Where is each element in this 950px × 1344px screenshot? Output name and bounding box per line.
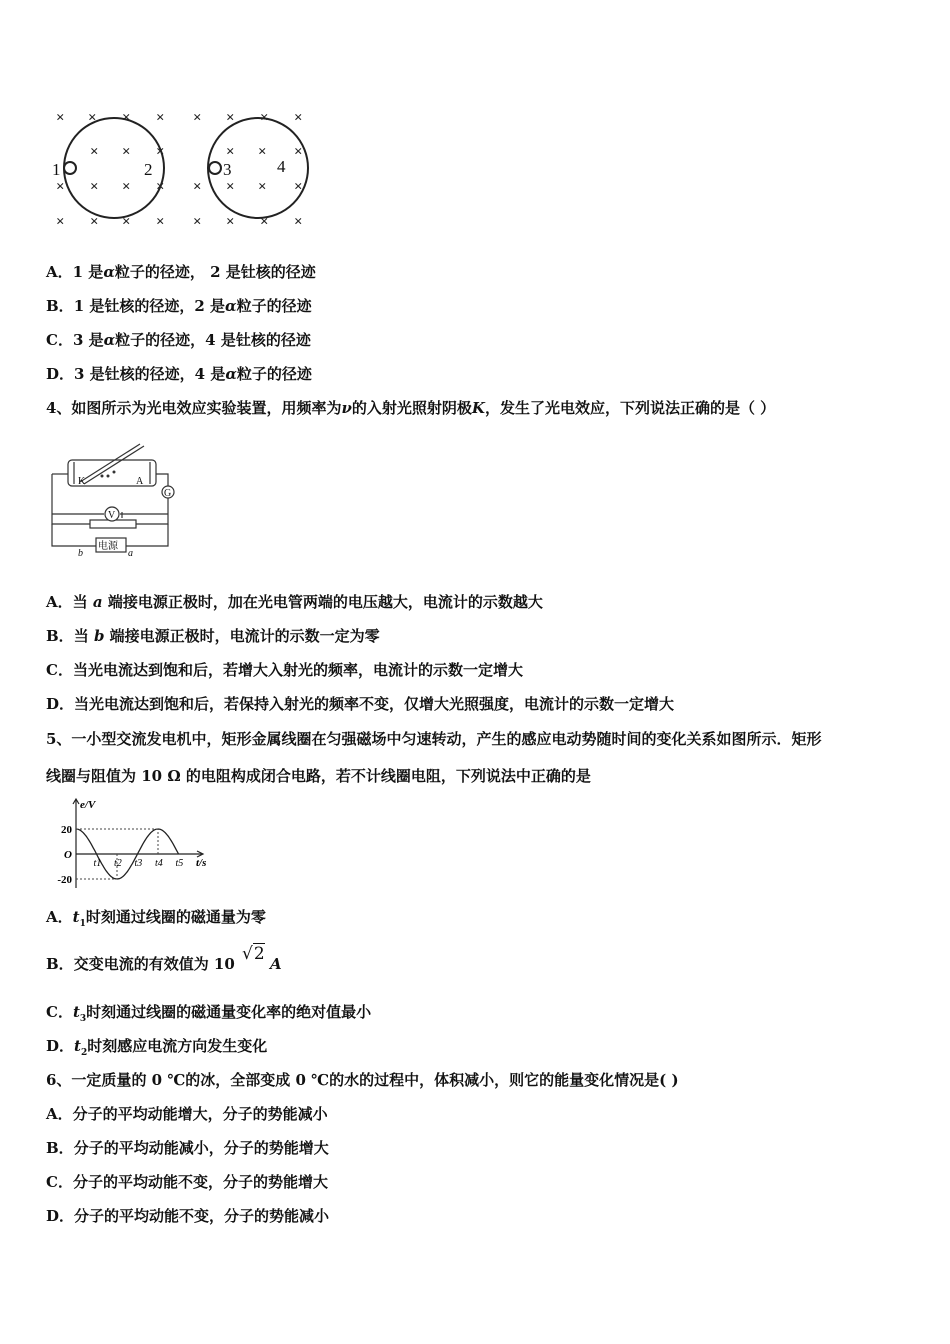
field-mark: × bbox=[88, 110, 97, 126]
field-mark: × bbox=[294, 214, 303, 230]
field-mark: × bbox=[260, 214, 269, 230]
x-tick-label: t4 bbox=[155, 858, 163, 869]
power-source-label: 电源 bbox=[98, 541, 118, 552]
track-label-3: 3 bbox=[223, 160, 232, 179]
field-mark: × bbox=[156, 144, 165, 160]
q5-option-b: B．交变电流的有效值为 10 √2 A bbox=[46, 944, 282, 973]
track-label-4: 4 bbox=[277, 157, 286, 176]
galvanometer-label: G bbox=[164, 488, 172, 499]
q6-stem: 6、一定质量的 0 ℃的冰，全部变成 0 ℃的水的过程中，体积减小，则它的能量变化情况是( ) bbox=[46, 1071, 679, 1089]
field-mark: × bbox=[90, 144, 99, 160]
field-mark: × bbox=[122, 179, 131, 195]
track-label-2: 2 bbox=[144, 160, 153, 179]
track-diagram bbox=[48, 100, 318, 235]
q3-option-c: C．3 是α粒子的径迹，4 是钍核的径迹 bbox=[46, 331, 311, 349]
q4-option-c: C．当光电流达到饱和后，若增大入射光的频率，电流计的示数一定增大 bbox=[46, 661, 523, 679]
q6-option-d: D．分子的平均动能不变，分子的势能减小 bbox=[46, 1207, 330, 1225]
field-mark: × bbox=[122, 110, 131, 126]
q4-option-d: D．当光电流达到饱和后，若保持入射光的频率不变，仅增大光照强度，电流计的示数一定增大 bbox=[46, 695, 675, 713]
q5-stem-line2: 线圈与阻值为 10 Ω 的电阻构成闭合电路，若不计线圈电阻，下列说法中正确的是 bbox=[46, 767, 591, 785]
field-mark: × bbox=[258, 179, 267, 195]
anode-label: A bbox=[136, 476, 144, 487]
field-mark: × bbox=[90, 179, 99, 195]
q6-option-a: A．分子的平均动能增大，分子的势能减小 bbox=[46, 1105, 328, 1123]
x-tick-label: t1 bbox=[93, 858, 102, 869]
x-tick-label: t3 bbox=[134, 858, 143, 869]
q6-option-c: C．分子的平均动能不变，分子的势能增大 bbox=[46, 1173, 328, 1191]
q6-option-b: B．分子的平均动能减小，分子的势能增大 bbox=[46, 1139, 329, 1157]
track-circle-3 bbox=[209, 162, 221, 174]
field-mark: × bbox=[90, 214, 99, 230]
terminal-b-label: b bbox=[78, 548, 83, 558]
field-mark: × bbox=[193, 179, 202, 195]
x-tick-label: t2 bbox=[114, 858, 122, 869]
radicand: 2 bbox=[253, 944, 265, 964]
field-mark: × bbox=[258, 144, 267, 160]
y-tick-label: -20 bbox=[57, 874, 72, 886]
field-mark: × bbox=[294, 144, 303, 160]
x-tick-label: t5 bbox=[175, 858, 184, 869]
q5-option-d: D．$t_2$时刻感应电流方向发生变化 bbox=[46, 1037, 268, 1058]
field-mark: × bbox=[56, 110, 65, 126]
track-label-1: 1 bbox=[52, 160, 61, 179]
field-mark: × bbox=[122, 144, 131, 160]
x-axis-label: t/s bbox=[196, 857, 207, 869]
field-mark: × bbox=[226, 214, 235, 230]
field-mark: × bbox=[193, 214, 202, 230]
q5-stem-line1: 5、一小型交流发电机中，矩形金属线圈在匀强磁场中匀速转动，产生的感应电动势随时间的变化关系如图所示．矩形 bbox=[46, 730, 822, 748]
field-mark: × bbox=[294, 110, 303, 126]
emf-chart bbox=[46, 796, 216, 892]
q3-option-b: B．1 是钍核的径迹，2 是α粒子的径迹 bbox=[46, 297, 312, 315]
q5-option-a: A．$t_1$时刻通过线圈的磁通量为零 bbox=[46, 908, 266, 929]
q3-option-a: A．1 是α粒子的径迹， 2 是钍核的径迹 bbox=[46, 263, 316, 281]
field-mark: × bbox=[122, 214, 131, 230]
field-mark: × bbox=[156, 214, 165, 230]
field-mark: × bbox=[226, 144, 235, 160]
q4-stem: 4、如图所示为光电效应实验装置，用频率为ν的入射光照射阴极K，发生了光电效应，下列说法正确的是（ ） bbox=[46, 399, 776, 417]
q4-option-b: B．当 b 端接电源正极时，电流计的示数一定为零 bbox=[46, 627, 380, 645]
q5-option-c: C．$t_3$时刻通过线圈的磁通量变化率的绝对值最小 bbox=[46, 1003, 372, 1024]
field-mark: × bbox=[260, 110, 269, 126]
field-mark: × bbox=[226, 179, 235, 195]
voltmeter-label: V bbox=[108, 510, 116, 521]
q4-option-a: A．当 a 端接电源正极时，加在光电管两端的电压越大，电流计的示数越大 bbox=[46, 593, 543, 611]
y-tick-label: 20 bbox=[61, 824, 72, 836]
photoelectric-circuit bbox=[44, 434, 184, 558]
y-axis-label: e/V bbox=[80, 799, 96, 811]
cathode-label: K bbox=[78, 476, 86, 487]
terminal-a-label: a bbox=[128, 548, 133, 558]
field-mark: × bbox=[294, 179, 303, 195]
field-mark: × bbox=[226, 110, 235, 126]
track-circle-1 bbox=[64, 162, 76, 174]
field-mark: × bbox=[56, 214, 65, 230]
field-mark: × bbox=[156, 110, 165, 126]
q3-option-d: D．3 是钍核的径迹，4 是α粒子的径迹 bbox=[46, 365, 312, 383]
y-tick-label: O bbox=[64, 849, 72, 861]
field-mark: × bbox=[56, 179, 65, 195]
field-mark: × bbox=[156, 179, 165, 195]
field-mark: × bbox=[193, 110, 202, 126]
